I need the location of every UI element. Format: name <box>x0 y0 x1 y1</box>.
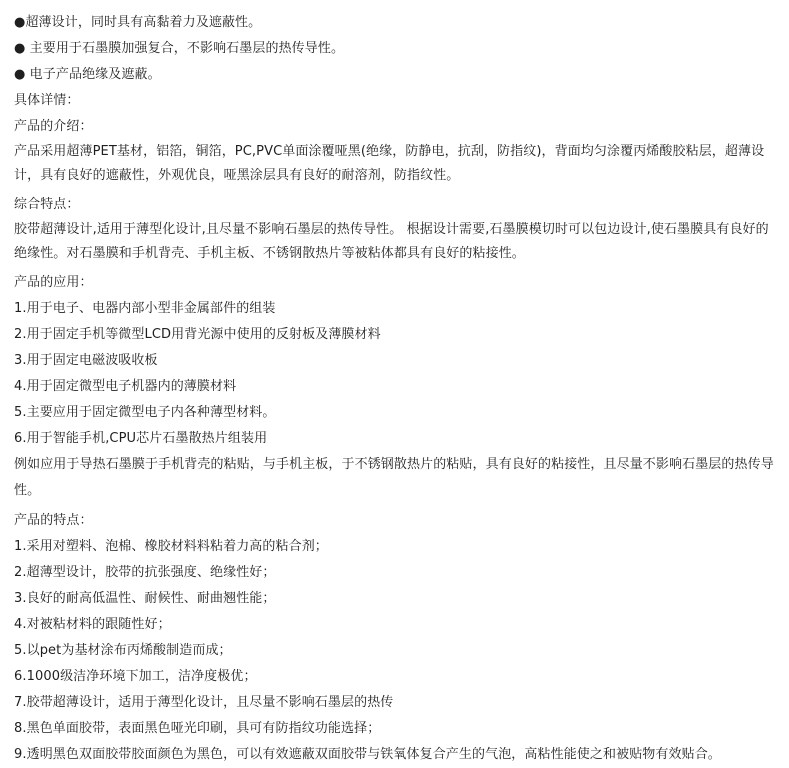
features-item-3: 3.良好的耐高低温性、耐候性、耐曲翘性能； <box>14 591 276 606</box>
features-item-1: 1.采用对塑料、泡棉、橡胶材料料粘着力高的粘合剂； <box>14 539 328 554</box>
application-item-5: 5.主要应用于固定微型电子内各种薄型材料。 <box>14 405 276 420</box>
features-item-8: 8.黑色单面胶带，表面黑色哑光印刷，具可有防指纹功能选择； <box>14 721 381 736</box>
product-intro-text: 产品采用超薄PET基材，铝箔，铜箔，PC,PVC单面涂覆哑黑(绝缘，防静电，抗刮，防指纹)，背面均匀涂覆丙烯酸胶粘层，超薄设计，具有良好的遮蔽性，外观优良，哑黑涂层具有良好的耐溶剂，防指纹性。 <box>14 144 765 183</box>
product-intro-heading: 产品的介绍： <box>14 119 93 134</box>
features-item-6: 6.1000级洁净环境下加工，洁净度极优； <box>14 669 257 684</box>
features-item-7: 7.胶带超薄设计，适用于薄型化设计，且尽量不影响石墨层的热传 <box>14 695 394 710</box>
application-item-2: 2.用于固定手机等微型LCD用背光源中使用的反射板及薄膜材料 <box>14 327 381 342</box>
intro-bullet-1: ●超薄设计，同时具有高黏着力及遮蔽性。 <box>14 15 262 30</box>
features-item-2: 2.超薄型设计，胶带的抗张强度、绝缘性好； <box>14 565 276 580</box>
application-item-1: 1.用于电子、电器内部小型非金属部件的组装 <box>14 301 276 316</box>
features-item-9: 9.透明黑色双面胶带胶面颜色为黑色，可以有效遮蔽双面胶带与铁氧体复合产生的气泡，高粘性能使之和被贴物有效贴合。 <box>14 747 721 762</box>
intro-bullet-3: ● 电子产品绝缘及遮蔽。 <box>14 67 161 82</box>
features-heading: 产品的特点： <box>14 513 93 528</box>
application-heading: 产品的应用： <box>14 275 93 290</box>
application-item-3: 3.用于固定电磁波吸收板 <box>14 353 158 368</box>
summary-heading: 综合特点： <box>14 197 80 212</box>
application-item-4: 4.用于固定微型电子机器内的薄膜材料 <box>14 379 237 394</box>
application-note: 例如应用于导热石墨膜于手机背壳的粘贴，与手机主板，于不锈钢散热片的粘贴，具有良好的粘接性，且尽量不影响石墨层的热传导性。 <box>14 457 774 498</box>
features-item-5: 5.以pet为基材涂布丙烯酸制造而成； <box>14 643 232 658</box>
intro-bullet-2: ● 主要用于石墨膜加强复合，不影响石墨层的热传导性。 <box>14 41 345 56</box>
features-item-4: 4.对被粘材料的跟随性好； <box>14 617 171 632</box>
summary-text: 胶带超薄设计,适用于薄型化设计,且尽量不影响石墨层的热传导性。 根据设计需要,石墨膜模切时可以包边设计,使石墨膜具有良好的绝缘性。对石墨膜和手机背壳、手机主板、不锈钢散热片等被粘体都具有良好的粘接性。 <box>14 222 769 261</box>
detail-heading: 具体详情： <box>14 93 80 108</box>
application-item-6: 6.用于智能手机,CPU芯片石墨散热片组装用 <box>14 431 268 446</box>
